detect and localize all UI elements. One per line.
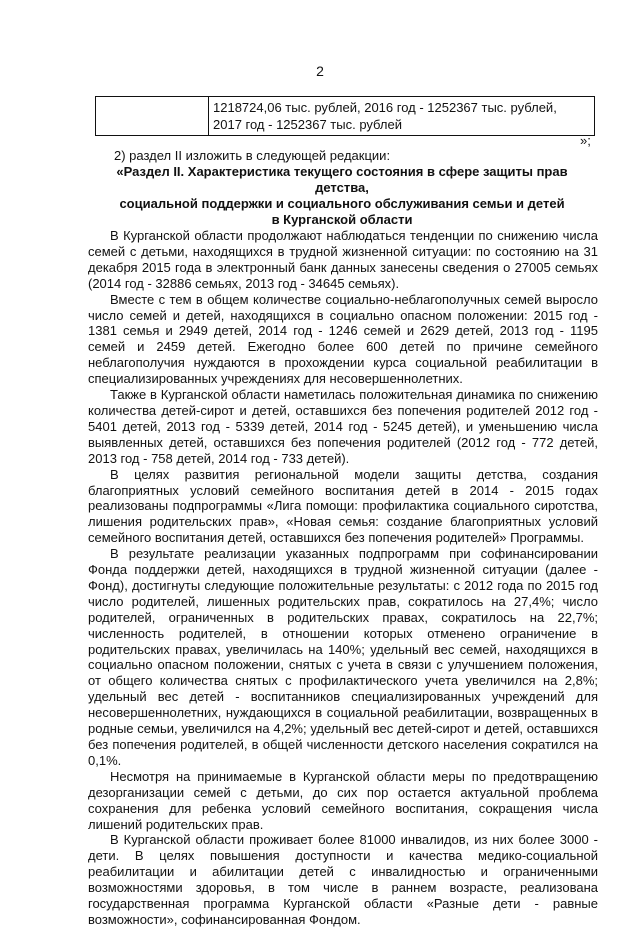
heading-line-1: «Раздел II. Характеристика текущего состояния в сфере защиты прав детства, (116, 164, 568, 195)
paragraph: В Курганской области продолжают наблюдаться тенденции по снижению числа семей с детьми, находящихся в трудной жизненной ситуации: по состоянию на 31 декабря 2015 года в электронный банк данных занесены сведения о 27005 семьях (2014 год - 32886 семьях, 2013 год - 34645 семьях). (88, 228, 598, 291)
paragraph: В целях развития региональной модели защиты детства, создания благоприятных условий семейного воспитания детей в 2014 - 2015 годах реализованы подпрограммы «Лига помощи: профилактика социального сиротства, лишения родительских прав», «Новая семья: создание благоприятных условий семейного воспитания детей, оставшихся без попечения родителей» Программы. (88, 466, 598, 546)
paragraph: В Курганской области проживает более 81000 инвалидов, из них более 3000 - дети. В целях повышения доступности и качества медико-социальной реабилитации и абилитации детей с инвалидностью и ограниченными возможностями здоровья, в том числе в раннем возрасте, реализована государственная программа Курганской области «Разные дети - равные возможности», софинансированная Фондом. (88, 832, 598, 927)
paragraph: Также в Курганской области наметилась положительная динамика по снижению количества детей-сирот и детей, оставшихся без попечения родителей 2012 год - 5401 детей, 2013 год - 5339 детей, 2014 год - 5245 детей), и уменьшению числа выявленных детей, оставшихся без попечения родителей (2012 год - 772 детей, 2013 год - 758 детей, 2014 год - 733 детей). (88, 387, 598, 466)
paragraph: Несмотря на принимаемые в Курганской области меры по предотвращению дезорганизации семей с детьми, до сих пор остается актуальной проблема сохранения для ребенка условий семейного воспитания, сокращения числа лишений родительских прав. (88, 768, 598, 832)
heading-line-2: социальной поддержки и социального обслуживания семьи и детей (119, 196, 565, 211)
document-body (88, 228, 598, 928)
table-cell-budget (209, 97, 595, 136)
table-row (96, 97, 595, 136)
table-cell-empty (96, 97, 209, 136)
budget-line-2: 2017 год - 1252367 тыс. рублей (213, 117, 402, 132)
budget-line-1: 1218724,06 тыс. рублей, 2016 год - 1252367 тыс. рублей, (213, 100, 557, 115)
page-number: 2 (316, 63, 324, 79)
heading-line-3: в Курганской области (271, 212, 413, 227)
paragraph: Вместе с тем в общем количестве социально-неблагополучных семей выросло число семей и детей, находящихся в социально опасном положении: 2015 год - 1381 семья и 2949 детей, 2014 год - 1246 семей и 2629 детей, 2013 год - 1195 семей и 2459 детей. Ежегодно более 600 детей по причине семейного неблагополучия нуждаются в прохождении курса социальной реабилитации в специализированных учреждениях для несовершеннолетних. (88, 291, 598, 387)
section-heading (88, 164, 596, 228)
amendment-instruction: 2) раздел II изложить в следующей редакции: (114, 148, 391, 163)
table-closing-quote: »; (580, 133, 591, 148)
paragraph: В результате реализации указанных подпрограмм при софинансировании Фонда поддержки детей, находящихся в трудной жизненной ситуации (далее - Фонд), достигнуты следующие положительные результаты: с 2012 года по 2015 год число родителей, лишенных родительских прав, сократилось на 27,4%; число родителей, ограниченных в родительских правах, сократилось на 22,7%; численность родителей, в отношении которых отменено ограничение в родительских правах, увеличилась на 140%; удельный вес семей, находящихся в социально опасном положении, снятых с учета в связи с улучшением положения, от общего количества снятых с профилактического учета увеличился на 2,8%; удельный вес детей - воспитанников специализированных учреждений для несовершеннолетних, нуждающихся в социальной реабилитации, возвращенных в родные семьи, увеличился на 4,2%; удельный вес детей-сирот и детей, оставшихся без попечения родителей, в общей численности детского населения сократился на 0,1%. (88, 546, 598, 768)
budget-table (95, 96, 595, 136)
